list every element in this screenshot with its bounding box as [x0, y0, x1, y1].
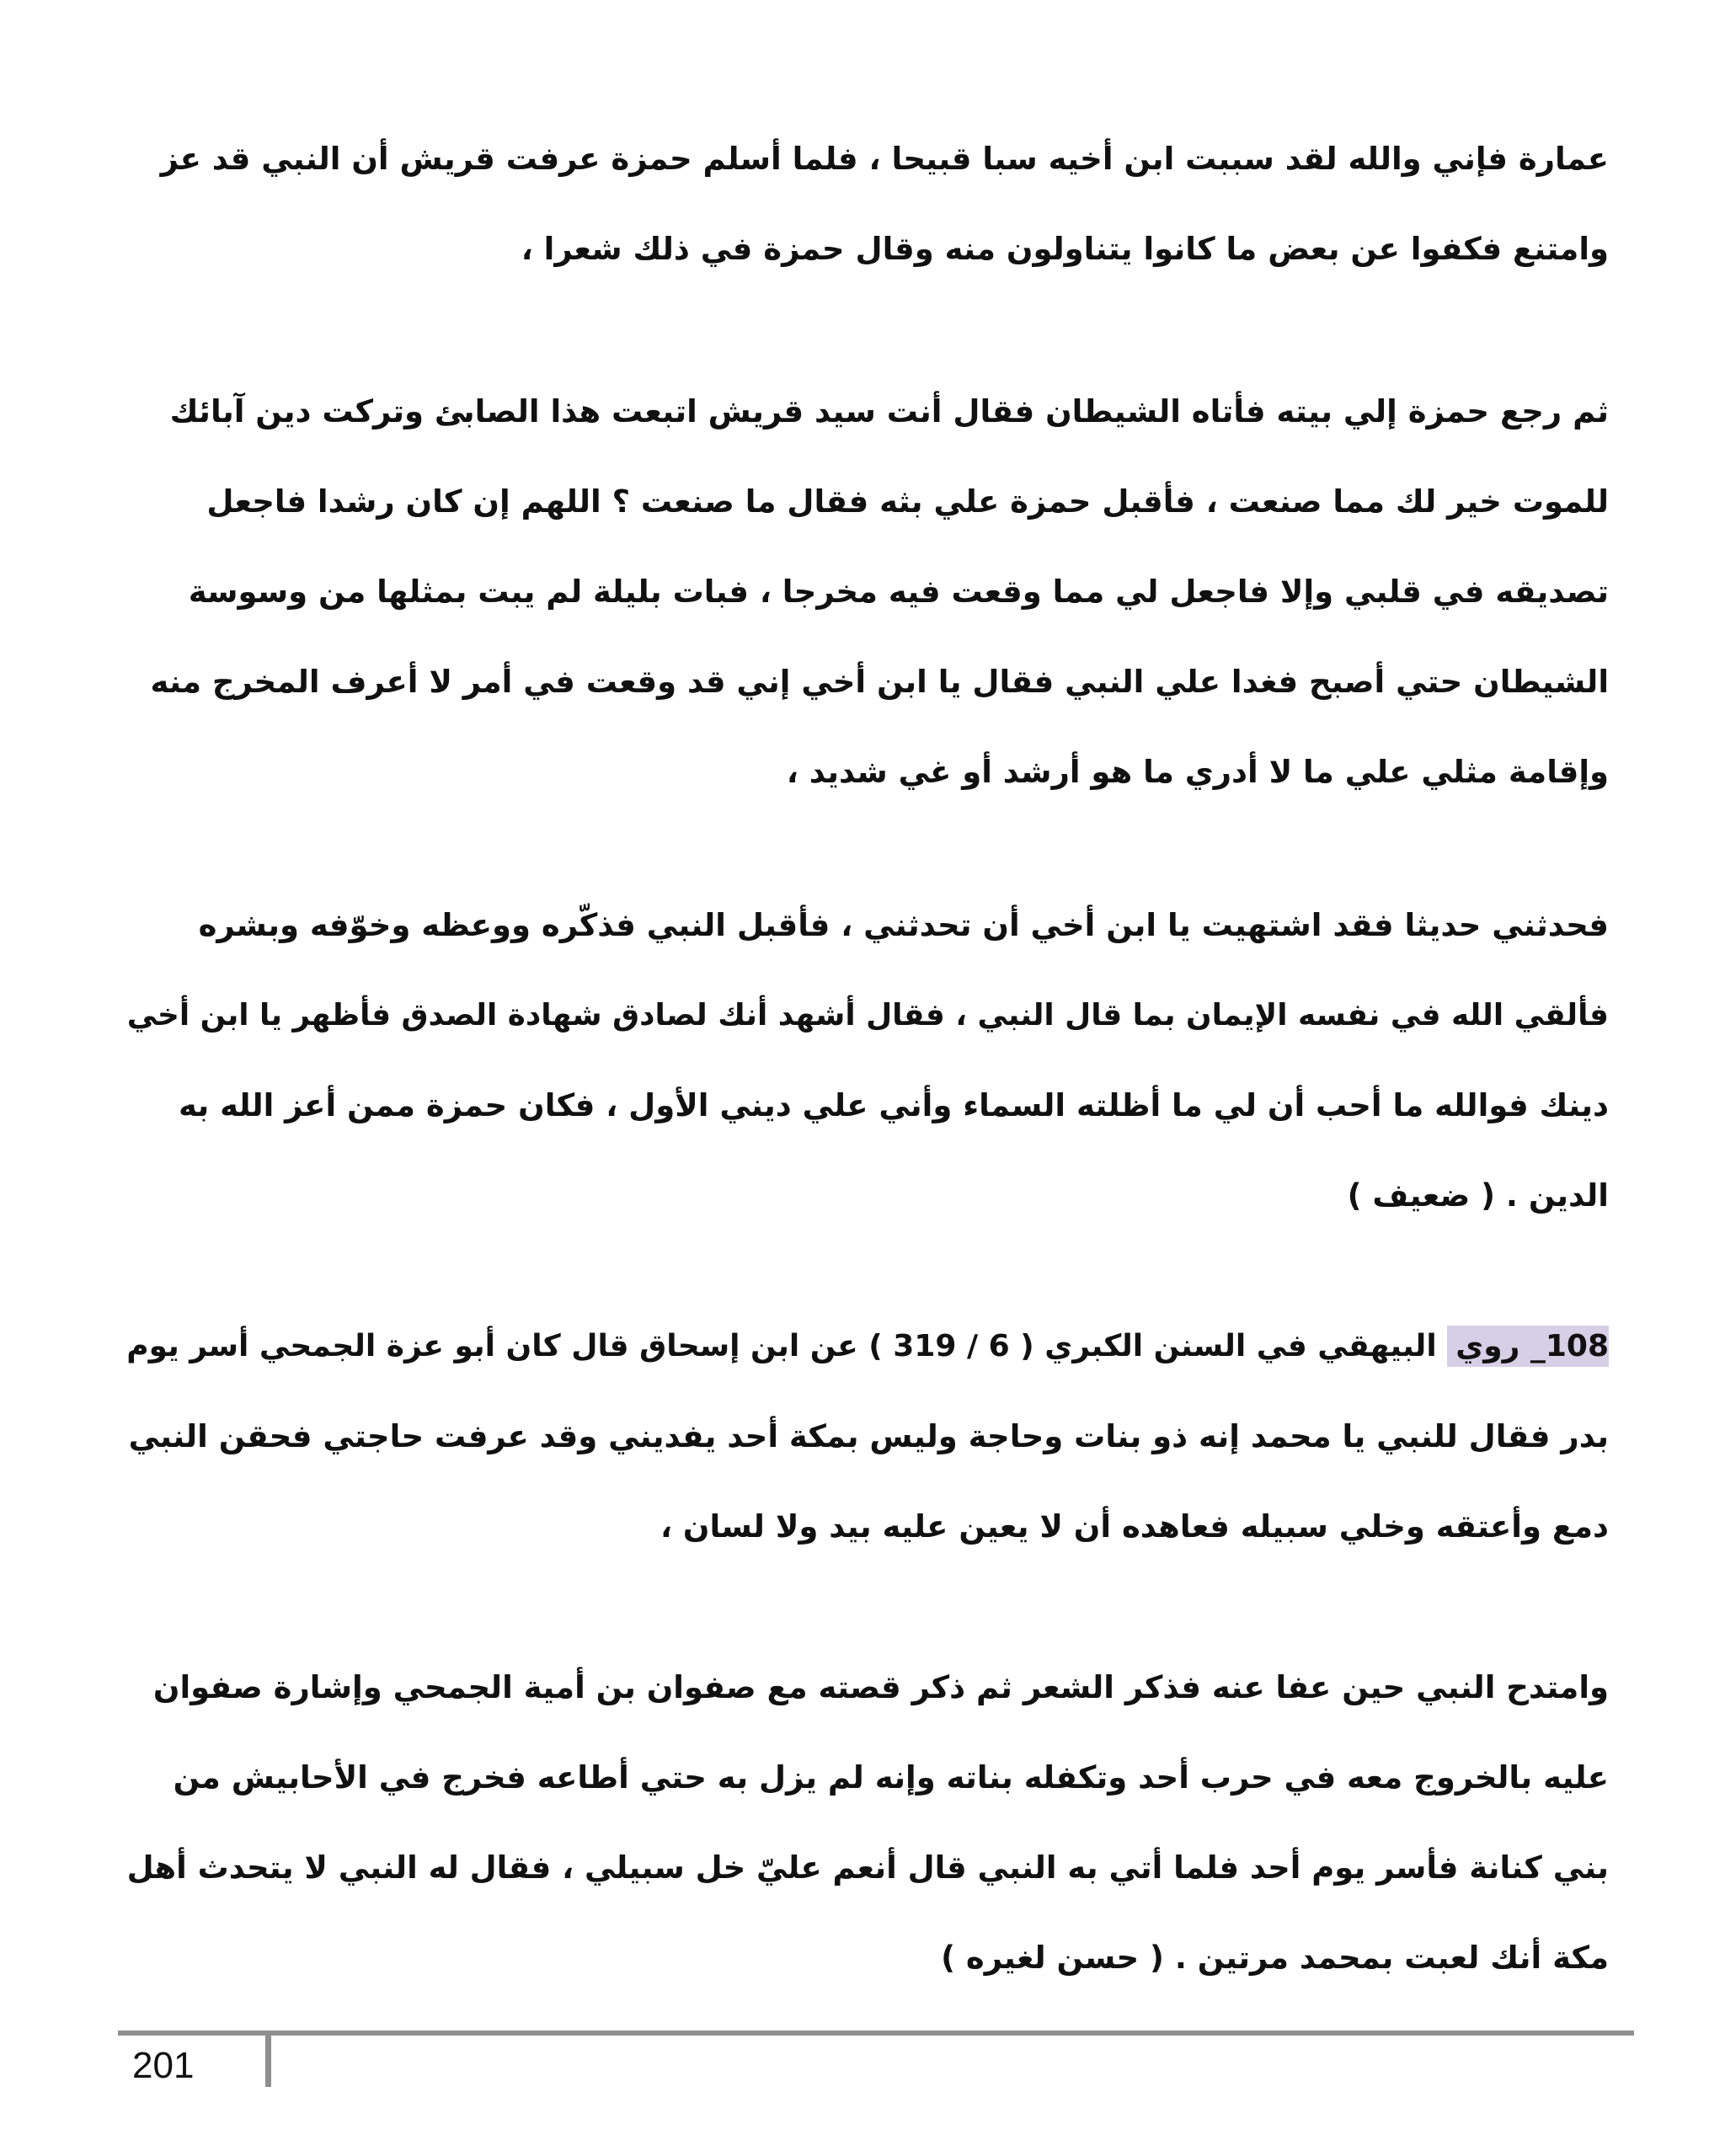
text-line-rest: البيهقي في السنن الكبري ( 6 / 319 ) عن ابن إسحاق قال كان أبو عزة الجمحي أسر يوم: [126, 1329, 1437, 1364]
text-line: دينك فوالله ما أحب أن لي ما أظلته السماء وأني علي ديني الأول ، فكان حمزة ممن أعز الله به: [178, 1087, 1609, 1123]
text-line: الدين . ( ضعيف ): [1347, 1177, 1609, 1214]
paragraph-4: [126, 1301, 1609, 1572]
footer-divider-tick: [265, 2035, 271, 2087]
text-line: فألقي الله في نفسه الإيمان بما قال النبي ، فقال أشهد أنك لصادق شهادة الصدق فأظهر يا ابن أخي: [126, 998, 1609, 1033]
paragraph-2: [126, 366, 1609, 817]
text-line: [126, 1301, 1609, 1391]
paragraph-5: [126, 1642, 1609, 2003]
text-line: وامتدح النبي حين عفا عنه فذكر الشعر ثم ذكر قصته مع صفوان بن أمية الجمحي وإشارة صفوان: [152, 1669, 1609, 1705]
page-number: 201: [132, 2045, 195, 2086]
text-line: بدر فقال للنبي يا محمد إنه ذو بنات وحاجة وليس بمكة أحد يفديني وقد عرفت حاجتي فحقن النبي: [128, 1418, 1609, 1454]
text-line: وامتنع فكفوا عن بعض ما كانوا يتناولون منه وقال حمزة في ذلك شعرا ،: [521, 231, 1609, 267]
text-line: عمارة فإني والله لقد سببت ابن أخيه سبا قبيحا ، فلما أسلم حمزة عرفت قريش أن النبي قد عز: [160, 141, 1609, 177]
text-line: للموت خير لك مما صنعت ، فأقبل حمزة علي بثه فقال ما صنعت ؟ اللهم إن كان رشدا فاجعل: [206, 483, 1609, 520]
text-line: دمع وأعتقه وخلي سبيله فعاهده أن لا يعين عليه بيد ولا لسان ،: [660, 1508, 1609, 1545]
text-line: بني كنانة فأسر يوم أحد فلما أتي به النبي قال أنعم عليّ خل سبيلي ، فقال له النبي لا يتحدث أهل: [126, 1849, 1609, 1886]
paragraph-1: [126, 114, 1609, 294]
text-line: وإقامة مثلي علي ما لا أدري ما هو أرشد أو غي شديد ،: [786, 754, 1609, 790]
text-line: فحدثني حديثا فقد اشتهيت يا ابن أخي أن تحدثني ، فأقبل النبي فذكّره ووعظه وخوّفه وبشره: [198, 907, 1609, 943]
paragraph-3: [126, 880, 1609, 1241]
footer-divider: [118, 2031, 1634, 2036]
text-line: تصديقه في قلبي وإلا فاجعل لي مما وقعت فيه مخرجا ، فبات بليلة لم يبت بمثلها من وسوسة: [188, 574, 1609, 610]
text-line: الشيطان حتي أصبح فغدا علي النبي فقال يا ابن أخي إني قد وقعت في أمر لا أعرف المخرج منه: [150, 664, 1609, 700]
text-line: ثم رجع حمزة إلي بيته فأتاه الشيطان فقال أنت سيد قريش اتبعت هذا الصابئ وتركت دين آبائك: [169, 393, 1609, 430]
text-line: عليه بالخروج معه في حرب أحد وتكفله بناته وإنه لم يزل به حتي أطاعه فخرج في الأحابيش من: [173, 1759, 1609, 1796]
text-line: مكة أنك لعبت بمحمد مرتين . ( حسن لغيره ): [941, 1940, 1609, 1976]
hadith-number-highlight: 108_ روي: [1447, 1326, 1609, 1367]
